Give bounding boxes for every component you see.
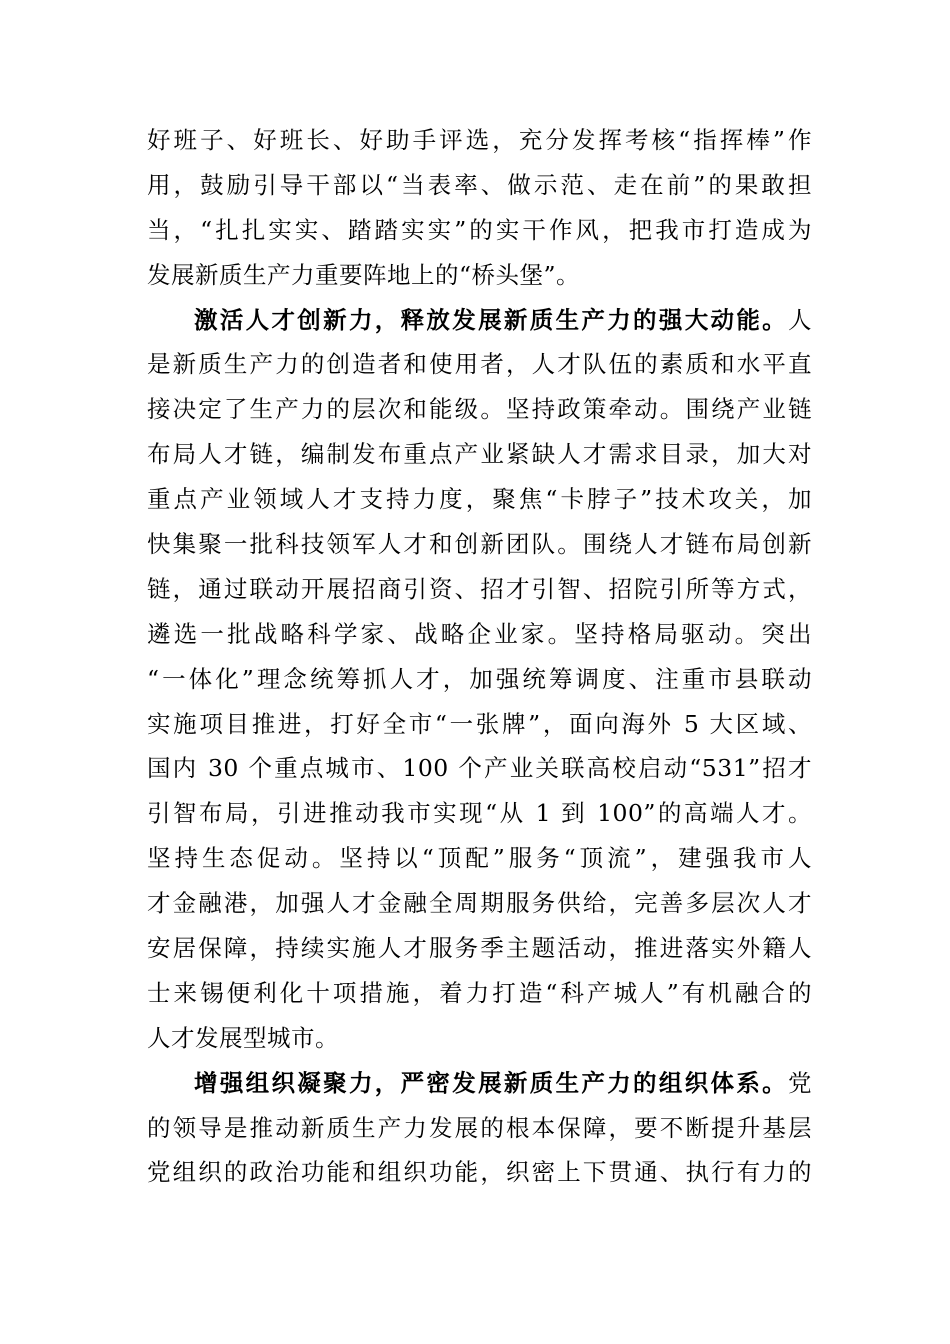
text-line: 快集聚一批科技领军人才和创新团队。围绕人才链布局创新 <box>147 530 812 559</box>
text-line: 才金融港，加强人才金融全周期服务供给，完善多层次人才 <box>147 889 812 918</box>
text-line: 遴选一批战略科学家、战略企业家。坚持格局驱动。突出 <box>147 619 812 648</box>
document-body <box>147 118 812 1195</box>
text-line: 安居保障，持续实施人才服务季主题活动，推进落实外籍人 <box>147 934 812 963</box>
text-line: 接决定了生产力的层次和能级。坚持政策牵动。围绕产业链 <box>147 395 812 424</box>
text-line: 人才发展型城市。 <box>147 1023 339 1052</box>
paragraph-heading: 增强组织凝聚力，严密发展新质生产力的组织体系。 <box>194 1068 788 1097</box>
heading-line-rest: 人 <box>788 305 812 334</box>
paragraph-3 <box>147 1061 812 1196</box>
text-line: “一体化”理念统筹抓人才，加强统筹调度、注重市县联动 <box>147 664 812 693</box>
text-line: 用，鼓励引导干部以“当表率、做示范、走在前”的果敢担 <box>147 170 812 199</box>
heading-line-rest: 党 <box>788 1068 812 1097</box>
text-line: 发展新质生产力重要阵地上的“桥头堡”。 <box>147 260 581 289</box>
text-line: 布局人才链，编制发布重点产业紧缺人才需求目录，加大对 <box>147 440 812 469</box>
text-line: 的领导是推动新质生产力发展的根本保障，要不断提升基层 <box>147 1113 812 1142</box>
text-line: 好班子、好班长、好助手评选，充分发挥考核“指挥棒”作 <box>147 126 812 154</box>
text-line: 重点产业领域人才支持力度，聚焦“卡脖子”技术攻关，加 <box>147 485 812 514</box>
text-line: 党组织的政治功能和组织功能，织密上下贯通、执行有力的 <box>147 1158 812 1187</box>
text-line: 国内 30 个重点城市、100 个产业关联高校启动“531”招才 <box>147 754 812 783</box>
text-line: 当，“扎扎实实、踏踏实实”的实干作风，把我市打造成为 <box>147 215 812 244</box>
paragraph-2 <box>147 298 812 1061</box>
text-line: 坚持生态促动。坚持以“顶配”服务“顶流”，建强我市人 <box>147 844 812 873</box>
paragraph-first-line <box>147 298 812 343</box>
text-line: 士来锡便利化十项措施，着力打造“科产城人”有机融合的 <box>147 978 812 1007</box>
text-line: 是新质生产力的创造者和使用者，人才队伍的素质和水平直 <box>147 350 812 379</box>
text-line: 实施项目推进，打好全市“一张牌”，面向海外 5 大区域、 <box>147 709 812 738</box>
paragraph-heading: 激活人才创新力，释放发展新质生产力的强大动能。 <box>194 305 788 334</box>
paragraph-1 <box>147 118 812 298</box>
text-line: 引智布局，引进推动我市实现“从 1 到 100”的高端人才。 <box>147 799 812 828</box>
paragraph-first-line <box>147 1061 812 1106</box>
text-line: 链，通过联动开展招商引资、招才引智、招院引所等方式， <box>147 574 812 603</box>
